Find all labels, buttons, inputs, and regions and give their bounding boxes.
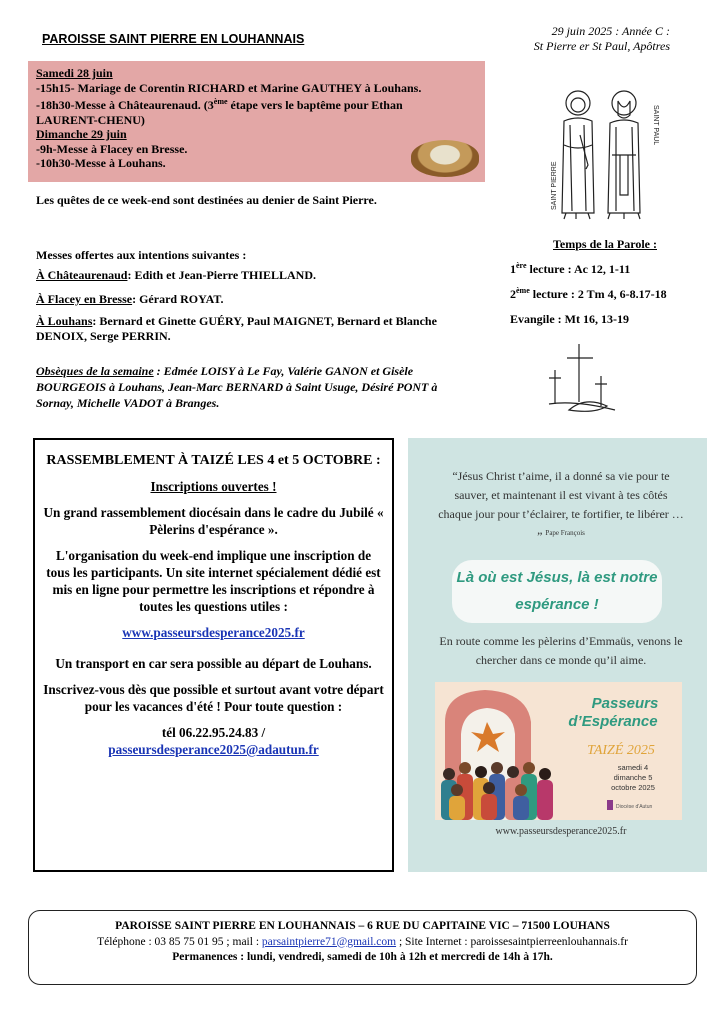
footer-address: PAROISSE SAINT PIERRE EN LOUHANNAIS – 6 RUE DU CAPITAINE VIC – 71500 LOUHANS [115, 920, 610, 932]
second-reading [510, 282, 700, 307]
mass-intention-item [36, 314, 476, 344]
slogan-line: Là où est Jésus, là est notre [456, 569, 658, 586]
schedule-line: -10h30-Messe à Louhans. [36, 156, 166, 170]
superscript: ère [516, 261, 527, 270]
poster-date: octobre 2025 [611, 783, 655, 792]
poster-taize: TAIZÉ 2025 [587, 743, 655, 758]
footer-site: ; Site Internet : paroissesaintpierreenlouhannais.fr [396, 935, 628, 948]
taize-announcement [33, 438, 394, 872]
parish-title: PAROISSE SAINT PIERRE EN LOUHANNAIS [42, 32, 305, 46]
funerals-notice [36, 363, 476, 411]
saint-paul-label: SAINT PAUL [652, 105, 659, 146]
mass-names: : Bernard et Ginette GUÉRY, Paul MAIGNET, Bernard et Blanche DENOIX, Serge PERRIN. [36, 314, 437, 343]
slogan [452, 560, 662, 623]
gospel-reading: Evangile : Mt 16, 13-19 [510, 312, 629, 326]
calvary-cross-icon [545, 340, 623, 418]
offering-basket-image [411, 140, 479, 177]
poster-date: dimanche 5 [613, 773, 653, 782]
footer-contact [29, 935, 696, 951]
schedule-line: -9h-Messe à Flacey en Bresse. [36, 141, 188, 156]
funerals-label: Obsèques de la semaine [36, 364, 154, 378]
schedule-line: LAURENT-CHENU) [36, 112, 145, 127]
footer-phone: Téléphone : 03 85 75 01 95 ; mail : [97, 935, 262, 948]
saints-peter-paul-illustration [550, 85, 662, 225]
poster-date: samedi 4 [617, 763, 649, 772]
collection-note: Les quêtes de ce week-end sont destinées au denier de Saint Pierre. [36, 193, 377, 207]
mass-names: : Gérard ROYAT. [132, 292, 224, 306]
feast-line: St Pierre er St Paul, Apôtres [533, 39, 670, 53]
poster-diocese: Diocèse d'Autun [616, 804, 653, 810]
schedule-text: étape vers le baptême pour Ethan [227, 98, 403, 112]
first-reading [510, 257, 700, 282]
diocese-logo [607, 800, 613, 810]
poster-artwork [435, 682, 682, 820]
taize-email-link[interactable]: passeursdesperance2025@adautun.fr [108, 742, 319, 757]
saint-pierre-label: SAINT PIERRE [551, 161, 558, 210]
mass-place: À Flacey en Bresse [36, 292, 133, 306]
taize-paragraph: Inscrivez-vous dès que possible et surtout avant votre départ pour les vacances d'été ! Pour toute question : [43, 682, 384, 714]
superscript: ème [516, 286, 530, 295]
reading-number: 1 [510, 262, 516, 276]
schedule-line [36, 95, 477, 113]
reading-ref: lecture : Ac 12, 1-11 [526, 262, 631, 276]
taize-paragraph: Un transport en car sera possible au départ de Louhans. [55, 656, 372, 671]
day-heading-sunday: Dimanche 29 juin [36, 127, 127, 141]
date-block [490, 24, 670, 54]
quote-text: “Jésus Christ t’aime, il a donné sa vie pour te sauver, et maintenant il est vivant à tes côtés chaque jour pour t’éclairer, te fortifier, te libérer … ” [438, 469, 684, 543]
poster-title-line1: Passeurs [591, 695, 659, 712]
reading-ref: lecture : 2 Tm 4, 6-8.17-18 [529, 287, 667, 301]
readings-heading: Temps de la Parole : [553, 237, 657, 251]
parish-footer [28, 910, 697, 985]
day-heading-saturday: Samedi 28 juin [36, 66, 113, 80]
mass-place: À Louhans [36, 314, 93, 328]
poster-title-line2: d’Espérance [568, 713, 658, 730]
mass-intentions-heading: Messes offertes aux intentions suivantes : [36, 248, 247, 262]
taize-phone: tél 06.22.95.24.83 / [161, 725, 266, 740]
footer-mail-link[interactable]: parsaintpierre71@gmail.com [261, 935, 397, 948]
mass-intention-item [36, 268, 476, 283]
readings-panel [510, 232, 700, 332]
emmaus-text: En route comme les pèlerins d’Emmaüs, venons le chercher dans ce monde qu’il aime. [439, 634, 683, 667]
reading-number: 2 [510, 287, 516, 301]
schedule-text: -18h30-Messe à Châteaurenaud. (3 [36, 98, 214, 112]
slogan-line: espérance ! [515, 596, 599, 613]
superscript: ème [213, 97, 228, 106]
taize-title: RASSEMBLEMENT À TAIZÉ LES 4 et 5 OCTOBRE : [46, 453, 381, 468]
footer-hours: Permanences : lundi, vendredi, samedi de 10h à 12h et mercredi de 14h à 17h. [172, 951, 553, 963]
mass-names: : Edith et Jean-Pierre THIELLAND. [127, 268, 317, 282]
schedule-line: -15h15- Mariage de Corentin RICHARD et Marine GAUTHEY à Louhans. [36, 80, 422, 95]
mass-intention-item [36, 292, 476, 307]
taize-paragraph: L'organisation du week-end implique une inscription de tous les participants. Un site internet spécialement dédié est mis en ligne pour permettre les inscriptions et répondre à toutes les questions utiles : [46, 548, 381, 614]
funerals-text: : Edmée LOISY à Le Fay, Valérie GANON et Gisèle BOURGEOIS à Louhans, Jean-Marc BERNARD à Saint Usuge, Désiré PONT à Sornay, Michelle VADOT à Branges. [36, 364, 438, 410]
taize-poster-image [435, 682, 682, 820]
date-line: 29 juin 2025 : Année C : [551, 24, 670, 38]
taize-paragraph: Un grand rassemblement diocésain dans le cadre du Jubilé « Pèlerins d'espérance ». [43, 505, 384, 537]
quote-author: Pape François [545, 529, 585, 537]
mass-place: À Châteaurenaud [36, 268, 128, 282]
poster-url: www.passeursdesperance2025.fr [495, 826, 627, 837]
pope-quote [438, 467, 684, 546]
taize-website-link[interactable]: www.passeursdesperance2025.fr [122, 625, 305, 640]
inscriptions-heading: Inscriptions ouvertes ! [150, 479, 277, 494]
